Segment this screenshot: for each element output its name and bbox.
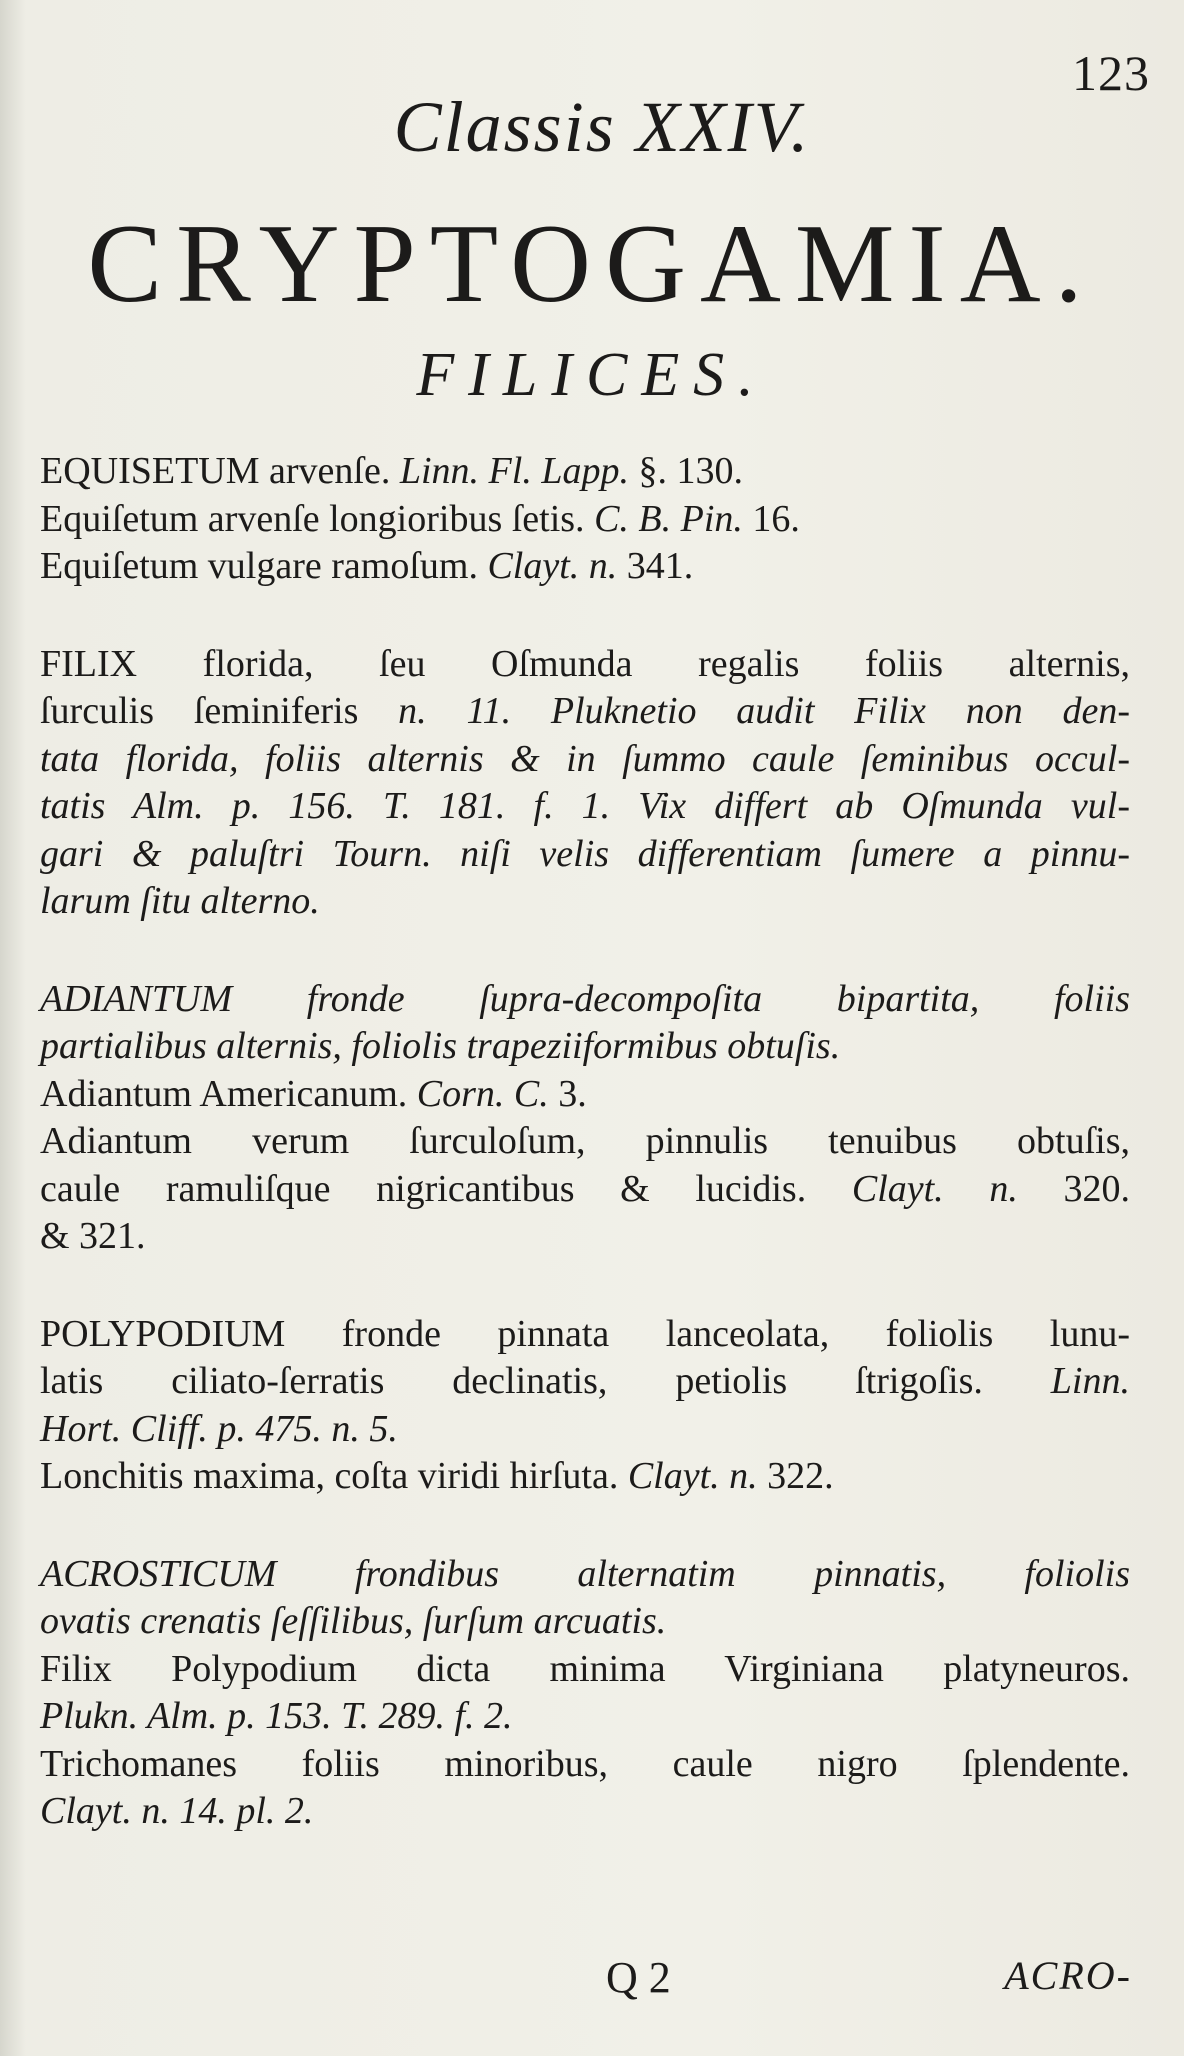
page-number: 123	[1072, 45, 1150, 101]
text-line: FILIX florida, ſeu Oſmunda regalis foliis alternis,	[40, 642, 1130, 685]
entry-polypodium	[40, 1311, 1130, 1501]
text-line: ovatis crenatis ſeſſilibus, ſurſum arcuatis.	[40, 1600, 667, 1642]
entry-filix	[40, 641, 1130, 926]
text-line: ADIANTUM fronde ſupra-decompoſita bipartita, foliis	[40, 977, 1130, 1020]
text-line: Trichomanes foliis minoribus, caule nigro ſplendente.	[40, 1742, 1130, 1785]
text-line: Adiantum verum ſurculoſum, pinnulis tenuibus obtuſis,	[40, 1120, 1130, 1162]
section-title: FILICES.	[416, 341, 768, 409]
text-line: Clayt. n. 14. pl. 2.	[40, 1790, 314, 1832]
text-line: Filix Polypodium dicta minima Virginiana platyneuros.	[40, 1647, 1130, 1690]
main-title: CRYPTOGAMIA.	[87, 202, 1097, 326]
text-line: partialibus alternis, foliolis trapeziiformibus obtuſis.	[40, 1025, 841, 1067]
text-line: & 321.	[40, 1215, 146, 1257]
entry-equisetum	[40, 448, 1130, 591]
text-line: gari & paluſtri Tourn. niſi velis differentiam ſumere a pinnu-	[40, 832, 1130, 875]
text-line: Hort. Cliff. p. 475. n. 5.	[40, 1407, 398, 1450]
text-line: Adiantum Americanum. Corn. C. 3.	[40, 1072, 587, 1115]
text-line: POLYPODIUM fronde pinnata lanceolata, foliolis lunu-	[40, 1312, 1130, 1355]
text-line: larum ſitu alterno.	[40, 880, 320, 922]
text-line: ACROSTICUM frondibus alternatim pinnatis, foliolis	[40, 1552, 1130, 1595]
text-line: tata florida, foliis alternis & in ſummo caule ſeminibus occul-	[40, 737, 1130, 780]
text-line: latis ciliato-ſerratis declinatis, petiolis ſtrigoſis. Linn.	[40, 1360, 1130, 1402]
text-line: caule ramuliſque nigricantibus & lucidis. Clayt. n. 320.	[40, 1167, 1130, 1210]
text-line: Lonchitis maxima, coſta viridi hirſuta. Clayt. n. 322.	[40, 1455, 834, 1497]
text-line: Equiſetum vulgare ramoſum. Clayt. n. 341.	[40, 545, 694, 587]
text-line: EQUISETUM arvenſe. Linn. Fl. Lapp. §. 130.	[40, 450, 743, 492]
catchword: ACRO-	[1004, 1953, 1132, 1998]
text-line: Plukn. Alm. p. 153. T. 289. f. 2.	[40, 1695, 513, 1737]
entries	[40, 448, 1130, 1886]
class-heading: Classis XXIV.	[393, 87, 811, 167]
text-line: tatis Alm. p. 156. T. 181. f. 1. Vix differt ab Oſmunda vul-	[40, 785, 1130, 827]
signature-mark: Q 2	[606, 1953, 671, 2002]
text-line: ſurculis ſeminiferis n. 11. Pluknetio audit Filix non den-	[40, 690, 1130, 732]
entry-adiantum	[40, 976, 1130, 1261]
text-line: Equiſetum arvenſe longioribus ſetis. C. B. Pin. 16.	[40, 497, 800, 540]
entry-acrosticum	[40, 1551, 1130, 1836]
